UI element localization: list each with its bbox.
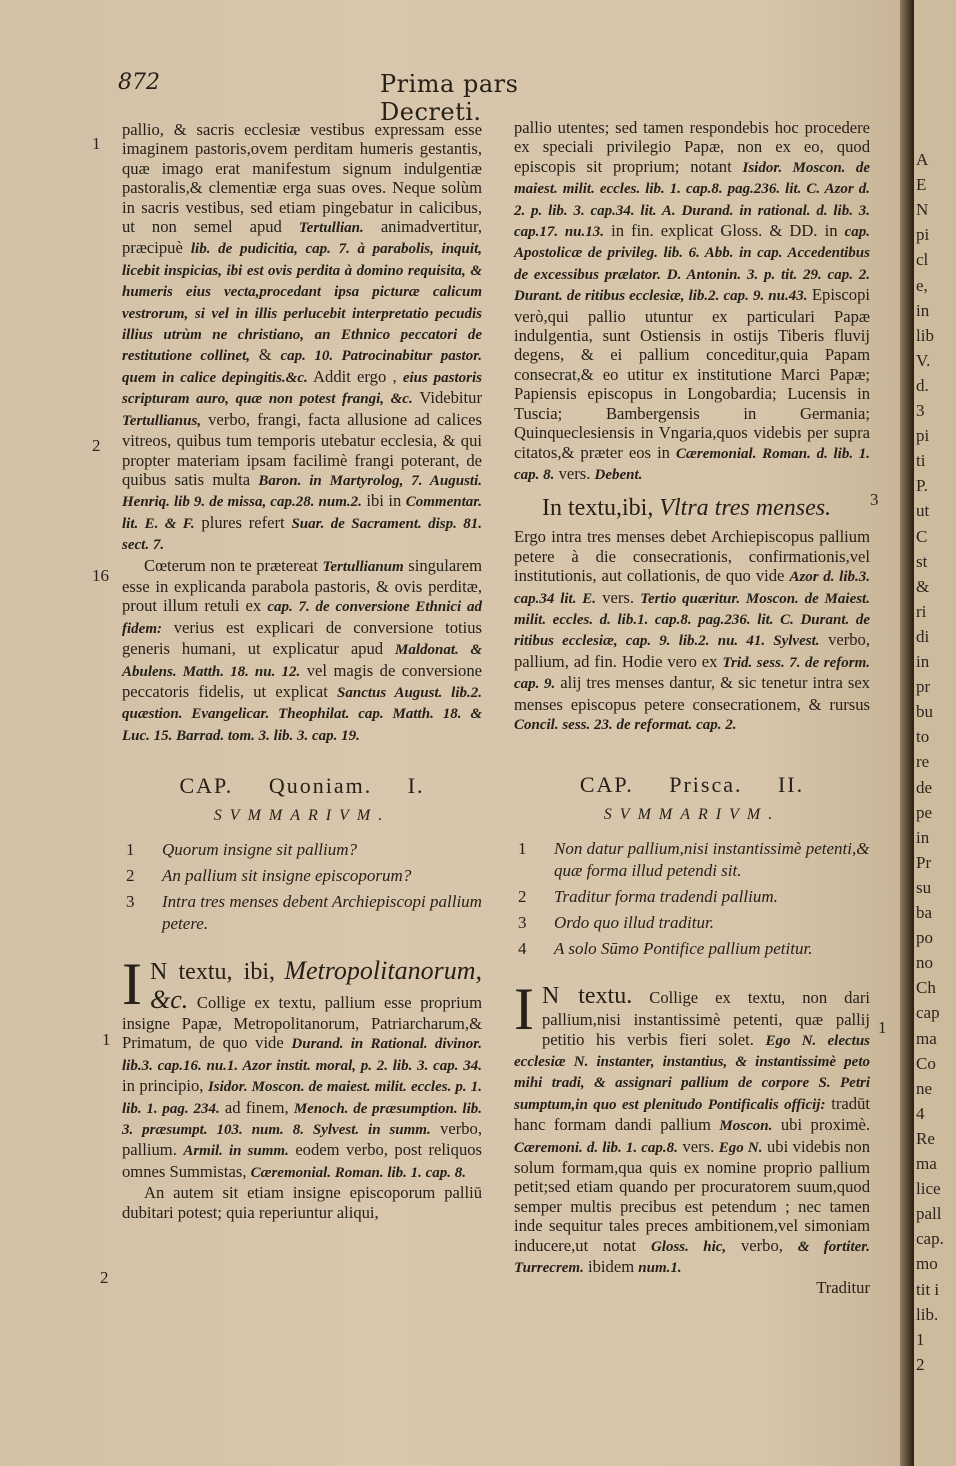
facing-page-fragment: 4 — [916, 1104, 925, 1123]
facing-page-fragment: lib. — [916, 1305, 939, 1324]
left-column — [122, 120, 482, 1222]
facing-page-fragment: in — [916, 301, 930, 320]
facing-page-edge — [914, 0, 956, 1466]
facing-page-fragment: pall — [916, 1204, 942, 1223]
facing-page-fragment: pe — [916, 803, 933, 822]
facing-page-fragment: lib — [916, 326, 934, 345]
page-header — [118, 70, 588, 126]
margin-mark-right-3: 3 — [870, 490, 879, 509]
left-paragraph-4: An autem sit etiam insigne episcoporum palliū dubitari potest; quia reperiuntur aliqui, — [122, 1183, 482, 1222]
facing-page-fragment: Co — [916, 1054, 936, 1073]
facing-page-fragment: cap — [916, 1003, 940, 1022]
summarium-title: SVMMARIVM. — [603, 805, 781, 823]
facing-page-fragment: no — [916, 953, 933, 972]
facing-page-fragment: pi — [916, 225, 930, 244]
chapter-heading-1: CAP. Quoniam. I. — [179, 773, 425, 799]
facing-page-fragment: Ch — [916, 978, 936, 997]
facing-page-fragment: & — [916, 577, 930, 596]
right-paragraph-3: I N textu. Collige ex textu, non dari pallium,nisi instantissimè petenti, quæ pallij petitio his verbis fieri solet. Ego N. electus ecclesiæ N. instanter, instantius, & instantissimè peto mihi tradi, & assignari pallium de corpore S. Petri sumptum,in quo est plenitudo Pontificalis officij: tradūt hanc formam dandi pallium Moscon. ubi proximè. Cæremoni. d. lib. 1. cap.8. vers. Ego N. ubi videbis non solum formam,qua quis ex nomine proprio pallium petit;sed etiam quando per procuratorem suum,quod semper multis precibus est petendum ; nec tamen inde sequitur tales preces ambitionem,vel simoniam inducere,ut notat Gloss. hic, verbo, & fortiter. Turrecrem. ibidem num.1. — [514, 976, 871, 1277]
summarium-title: SVMMARIVM. — [213, 806, 391, 824]
facing-page-fragment: C — [916, 527, 928, 546]
facing-page-fragment: cap. — [916, 1229, 944, 1248]
book-gutter — [900, 0, 914, 1466]
facing-page-fragment: E — [916, 175, 927, 194]
facing-page-fragment: po — [916, 928, 933, 947]
facing-page-fragment: de — [916, 778, 933, 797]
running-title: Prima pars Decreti. — [380, 70, 519, 126]
left-paragraph-3: I N textu, ibi, Metropolitanorum, &c. Collige ex textu, pallium esse proprium insigne Papæ, Metropolitanorum, Patriarcharum,& Primatum, de quo vide Durand. in Rational. divinor. lib.3. cap.16. nu.1. Azor instit. moral, p. 2. lib. 3. cap. 34. in principio, Isidor. Moscon. de maiest. milit. eccles. p. 1. lib. 1. pag. 234. ad finem, Menoch. de præsumption. lib. 3. præsumpt. 103. num. 8. Sylvest. in summ. verbo, pallium. Armil. in summ. eodem verbo, post reliquos omnes Summistas, Cæremonial. Roman. lib. 1. cap. 8. — [122, 951, 483, 1181]
summary-item: 1 Non datur pallium,nisi instantissimè petenti,& quæ forma illud petendi sit. — [518, 839, 870, 881]
facing-page-fragment: to — [916, 727, 930, 746]
facing-page-fragment: Pr — [916, 853, 932, 872]
summary-item: 2 An pallium sit insigne episcoporum? — [126, 866, 412, 885]
facing-page-fragment: lice — [916, 1179, 941, 1198]
left-paragraph-2: Cœterum non te prætereat Tertullianum singularem esse in explicanda parabola pastoris, & ovis perditæ, prout illum retuli ex cap. 7. de conversione Ethnici ad fidem: verius est explicari de conversione totius generis humani, ut explicatur apud Maldonat. & Abulens. Matth. 18. nu. 12. vel magis de conversione peccatoris fidelis, ut explicat Sanctus August. lib.2. quæstion. Evangelicar. Theophilat. cap. Matth. 18. & Luc. 15. Barrad. tom. 3. lib. 3. cap. 19. — [122, 555, 482, 744]
facing-page-fragment: V. — [916, 351, 931, 370]
facing-page-fragment: su — [916, 878, 932, 897]
facing-page-fragment: mo — [916, 1254, 938, 1273]
margin-mark-2: 2 — [92, 436, 101, 455]
facing-page-fragment: ut — [916, 501, 930, 520]
margin-mark-right-1: 1 — [878, 1018, 887, 1037]
right-column — [514, 118, 870, 1298]
facing-page-fragment: P. — [916, 476, 928, 495]
left-paragraph-1: pallio, & sacris ecclesiæ vestibus expressam esse imaginem pastoris,ovem perditam humeris gestantis, quæ imago erat manifestum signum indulgentiæ pastoralis,& clementiæ erga suas oves. Neque solùm in sacris vestibus, sed etiam pingebatur in calicibus, ut non semel apud Tertullian. animadvertitur, præcipuè lib. de pudicitia, cap. 7. à parabolis, inquit, licebit inspicias, ibi est ovis perdita à domino requisita, & humeris eius vecta,procedant ipsa picturæ calicum vestrorum, si vel in illis perlucebit interpretatio pecudis illius utrùm ne christiano, an Ethnico peccatori de restitutione collinet, & cap. 10. Patrocinabitur pastor. quem in calice depingitis.&c. Addit ergo , eius pastoris scripturam auro, quæ non potest frangi, &c. Videbitur Tertullianus, verbo, frangi, facta allusione ad calices vitreos, quibus tum temporis utebatur ecclesia, & qui propter materiam ipsam facilimè frangi poterant, de quibus satis multa Baron. in Martyrolog, 7. Augusti. Henriq. lib 9. de missa, cap.28. num.2. ibi in Commentar. lit. E. & F. plures refert Suar. de Sacrament. disp. 81. sect. 7. — [122, 120, 483, 554]
facing-page-fragment: Re — [916, 1129, 935, 1148]
right-paragraph-1: pallio utentes; sed tamen respondebis hoc procedere ex speciali privilegio Papæ, non ex eo, quod episcopis sit proprium; notant Isidor. Moscon. de maiest. milit. eccles. lib. 1. cap.8. pag.236. lit. C. Azor d. 2. p. lib. 3. cap.34. lit. A. Durand. in rational. d. lib. 3. cap.17. nu.13. in fin. explicat Gloss. & DD. in cap. Apostolicæ de privileg. lib. 6. Abb. in cap. Accedentibus de excessibus prælator. D. Antonin. 3. p. tit. 29. cap. 2. Durant. de ritibus ecclesiæ, lib.2. cap. 9. nu.43. Episcopi verò,qui pallio utuntur ex particulari Papæ indulgentia, sunt Ostiensis in ostijs Tiberis fluvij degens, & ei pallium conceditur,quia Papam consecrat,& eo utitur ex institutione Marci Papæ; Papiensis episcopus in Longobardia; Lucensis in Tuscia; Bambergensis in Germania; Quinqueclesiensis in Vngaria,quos videbis per supra citatos,& præter eos in Cæremonial. Roman. d. lib. 1. cap. 8. vers. Debent. — [514, 118, 871, 483]
facing-page-fragment: di — [916, 627, 930, 646]
margin-mark-1: 1 — [92, 134, 101, 153]
facing-page-fragment: bu — [916, 702, 933, 721]
summary-item: 4 A solo Sūmo Pontifice pallium petitur. — [518, 939, 813, 959]
facing-page-fragment: N — [916, 200, 929, 219]
facing-page-fragment: ba — [916, 903, 933, 922]
margin-mark-left-2: 2 — [100, 1268, 109, 1287]
facing-page-fragment: tit i — [916, 1280, 940, 1299]
facing-page-fragment: pi — [916, 426, 930, 445]
margin-mark-16: 16 — [92, 566, 109, 585]
facing-page-fragment: in — [916, 828, 930, 847]
facing-page-fragment: 2 — [916, 1355, 925, 1374]
facing-page-fragment: ma — [916, 1029, 937, 1048]
facing-page-fragment: A — [916, 150, 929, 169]
section-subheading: In textu,ibi, Vltra tres menses. — [542, 495, 832, 522]
drop-cap: I — [514, 976, 534, 1043]
chapter-heading-2: CAP. Prisca. II. — [579, 772, 805, 798]
summary-item: 1 Quorum insigne sit pallium? — [126, 840, 358, 859]
facing-page-fragment: cl — [916, 250, 929, 269]
facing-page-fragment: d. — [916, 376, 929, 395]
facing-page-fragment: st — [916, 552, 928, 571]
facing-page-fragment: in — [916, 652, 930, 671]
summary-item: 2 Traditur forma tradendi pallium. — [518, 887, 778, 907]
facing-page-fragment: pr — [916, 677, 931, 696]
catchword: Traditur — [816, 1278, 870, 1298]
summary-item: 3 Ordo quo illud traditur. — [518, 913, 714, 933]
margin-mark-left-1: 1 — [102, 1030, 111, 1049]
summary-item: 3 Intra tres menses debent Archiepiscopi pallium petere. — [126, 892, 482, 933]
facing-page-fragment: 3 — [916, 401, 925, 420]
drop-cap: I — [122, 951, 142, 1017]
facing-page-fragment: 1 — [916, 1330, 925, 1349]
facing-page-fragment: re — [916, 752, 930, 771]
facing-page-fragment: ma — [916, 1154, 937, 1173]
facing-page-fragment: ti — [916, 451, 926, 470]
page-number: 872 — [118, 70, 160, 95]
facing-page-fragment: ne — [916, 1079, 933, 1098]
facing-page-fragment: ri — [916, 602, 927, 621]
right-paragraph-2: Ergo intra tres menses debet Archiepiscopus pallium petere à die consecrationis, confirmationis,vel institutionis, aut collationis, de quo vide Azor d. lib.3. cap.34 lit. E. vers. Tertio quæritur. Moscon. de Maiest. milit. eccles. d. lib.1. cap.8. pag.236. lit. C. Durant. de ritibus ecclesiæ, cap. 9. lib.2. nu. 41. Sylvest. verbo, pallium, ad fin. Hodie vero ex Trid. sess. 7. de reform. cap. 9. alij tres menses dantur, & sic tenetur intra sex menses episcopus petere consecrationem, & rursus Concil. sess. 23. de reformat. cap. 2. — [514, 527, 870, 733]
facing-page-fragment: e, — [916, 276, 928, 295]
